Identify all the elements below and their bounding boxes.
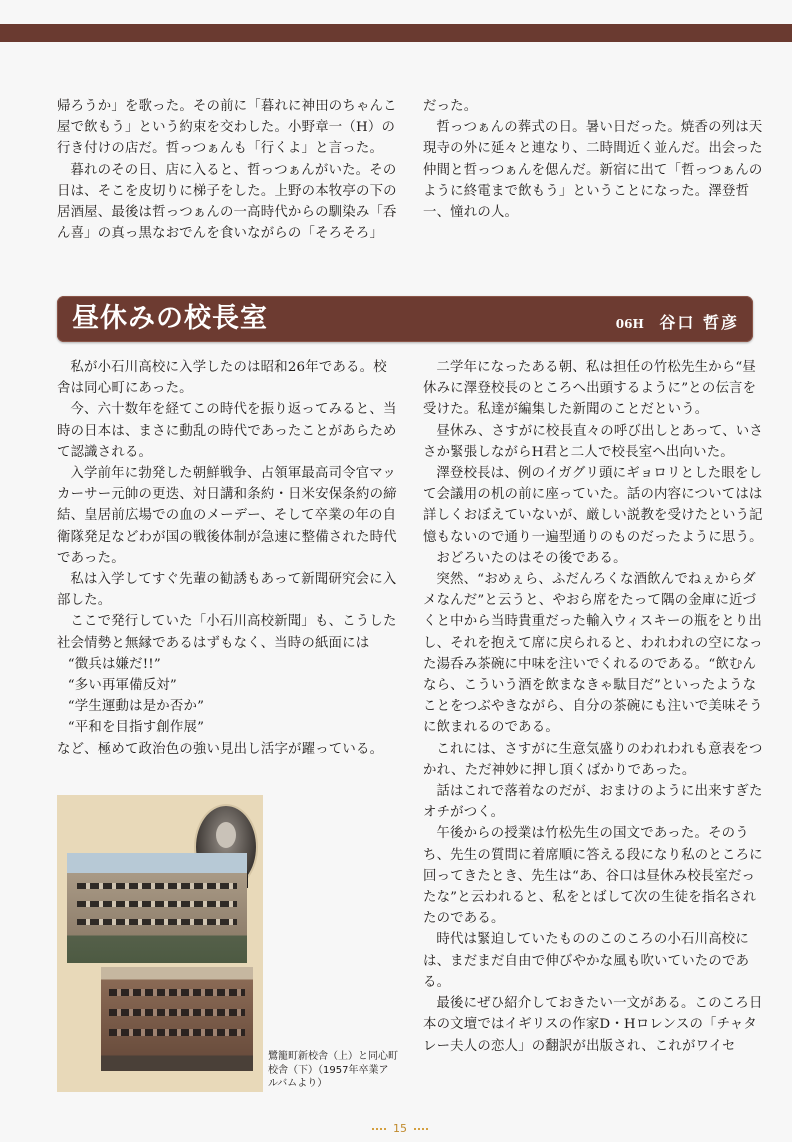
school-photos-panel bbox=[57, 795, 263, 1092]
old-school-building-photo bbox=[101, 967, 253, 1071]
article-title: 昼休みの校長室 bbox=[72, 303, 268, 334]
new-school-building-photo bbox=[67, 853, 247, 963]
author-class: 06H bbox=[615, 317, 644, 331]
paragraph: 二学年になったある朝、私は担任の竹松先生から“昼休みに澤登校長のところへ出頭するように”との伝言を受けた。私達が編集した新聞のことだという。 bbox=[423, 360, 757, 418]
page-number-ornament-left bbox=[372, 1128, 386, 1132]
headline-quote: “学生運動は是か否か” bbox=[67, 699, 205, 715]
paragraph: 午後からの授業は竹松先生の国文であった。そのうち、先生の質問に着席順に答える段になり私のところに回ってきたとき、先生は“あ、谷口は昼休み校長室だったな”と云われると、私をとばして次の生徒を指名されたのである。 bbox=[423, 826, 763, 927]
headline-quote: “徴兵は嫌だ!!” bbox=[67, 656, 161, 672]
paragraph: 哲っつぁんの葬式の日。暑い日だった。焼香の列は天現寺の外に延々と連なり、二時間近く並んだ。出会った仲間と哲っつぁんを偲んだ。新宿に出て「哲っつぁんのように終電まで飲もう」ということになった。澤登哲一、憧れの人。 bbox=[423, 120, 763, 221]
photo-caption: 鷺籠町新校舎（上）と同心町校舎（下）（1957年卒業アルバムより） bbox=[268, 1051, 398, 1089]
paragraph: 昼休み、さすがに校長直々の呼び出しとあって、いささか緊張しながらH君と二人で校長室へ出向いた。 bbox=[423, 423, 763, 460]
paragraph: 帰ろうか」を歌った。その前に「暮れに神田のちゃんこ屋で飲もう」という約束を交わした。小野章一（H）の行き付けの店だ。哲っつぁんも「行くよ」と言った。 bbox=[57, 99, 397, 157]
paragraph: だった。 bbox=[423, 99, 478, 114]
paragraph: 最後にぜひ紹介しておきたい一文がある。このころ日本の文壇ではイギリスの作家D・Hロレンスの「チャタレー夫人の恋人」の翻訳が出版され、これがワイセ bbox=[423, 996, 763, 1054]
header-band bbox=[0, 24, 792, 42]
paragraph: など、極めて政治色の強い見出し活字が躍っている。 bbox=[57, 741, 384, 757]
article-title-bar bbox=[57, 296, 753, 342]
paragraph: 今、六十数年を経てこの時代を振り返ってみると、当時の日本は、まさに動乱の時代であったことがあらためて認識される。 bbox=[57, 402, 397, 460]
paragraph: 私は入学してすぐ先輩の勧誘もあって新聞研究会に入部した。 bbox=[57, 572, 397, 609]
previous-article-left-column bbox=[57, 96, 397, 244]
paragraph: 突然、“おめぇら、ふだんろくな酒飲んでねぇからダメなんだ”と云うと、やおら席をたって隅の金庫に近づくと中から当時貴重だった輸入ウィスキーの瓶をとり出し、それを抱えて席に戻られると、われわれの空になった湯呑み茶碗に中味を注いでくれるのである。“飲むんなら、こういう酒を飲まなきゃ駄目だ”といったようなことをつぶやきながら、自分の茶碗にも注いで美味そうに飲まれるのである。 bbox=[423, 572, 763, 736]
page-number-ornament-right bbox=[414, 1128, 428, 1132]
paragraph: 澤登校長は、例のイガグリ頭にギョロリとした眼をして会議用の机の前に座っていた。話の内容についてはは詳しくおぼえていないが、厳しい説教を受けたという記憶もないので通り一遍型通りのものだったように思う。 bbox=[423, 466, 763, 545]
paragraph: これには、さすがに生意気盛りのわれわれも意表をつかれ、ただ神妙に押し頂くばかりであった。 bbox=[423, 741, 763, 778]
paragraph: 時代は緊迫していたもののこのころの小石川高校には、まだまだ自由で伸びやかな風も吹いていたのである。 bbox=[423, 932, 750, 990]
article-left-column bbox=[57, 357, 397, 760]
paragraph: おどろいたのはその後である。 bbox=[436, 550, 627, 566]
headline-quote: “多い再軍備反対” bbox=[67, 678, 177, 694]
article-byline bbox=[616, 310, 739, 333]
article-right-column bbox=[423, 357, 763, 1057]
previous-article-right-column bbox=[423, 96, 763, 223]
page-number: 15 bbox=[393, 1122, 407, 1135]
paragraph: 話はこれで落着なのだが、おまけのように出来すぎたオチがつく。 bbox=[423, 784, 763, 821]
headline-quote: “平和を目指す創作展” bbox=[67, 720, 205, 736]
paragraph: 私が小石川高校に入学したのは昭和26年である。校舎は同心町にあった。 bbox=[57, 360, 387, 397]
paragraph: 暮れのその日、店に入ると、哲っつぁんがいた。その日は、そこを皮切りに梯子をした。上野の本牧亭の下の居酒屋、最後は哲っつぁんの一高時代からの馴染み「呑ん喜」の真っ黒なおでんを食いながらの「そろそろ」 bbox=[57, 162, 397, 242]
paragraph: 入学前年に勃発した朝鮮戦争、占領軍最高司令官マッカーサー元帥の更迭、対日講和条約・日米安保条約の締結、皇居前広場での血のメーデー、そして卒業の年の自衛隊発足などわが国の戦後体制が急速に整備された時代であった。 bbox=[57, 466, 397, 566]
author-name: 谷口 哲彦 bbox=[659, 313, 739, 332]
paragraph: ここで発行していた「小石川高校新聞」も、こうした社会情勢と無縁であるはずもなく、当時の紙面には bbox=[57, 614, 397, 651]
